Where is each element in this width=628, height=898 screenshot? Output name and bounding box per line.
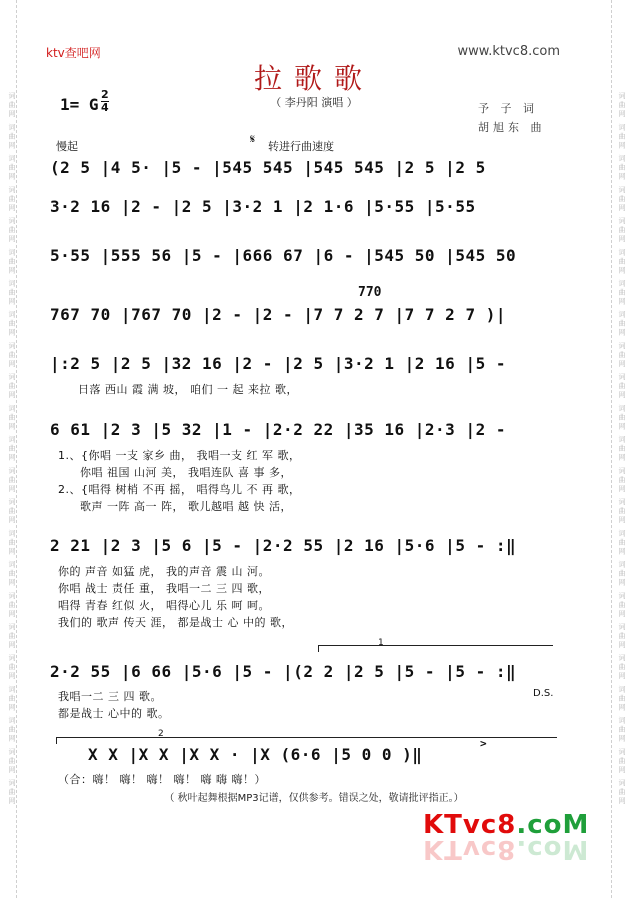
lyric-line-7d: 我们的 歌声 传天 涯， 都是战士 心 中的 歌，: [58, 616, 293, 629]
tempo-change: 转进行曲速度: [268, 140, 334, 153]
composer-credit: 胡旭东 曲: [478, 121, 546, 134]
lyric-line-6b: 你唱 祖国 山河 美， 我唱连队 喜 事 多，: [80, 466, 292, 479]
time-signature: [101, 89, 109, 114]
left-watermark-strip: 词曲网 词曲网 词曲网 词曲网 词曲网 词曲网 词曲网 词曲网 词曲网 词曲网 词曲网 词曲网 词曲网 词曲网 词曲网 词曲网 词曲网 词曲网 词曲网 词曲网 词曲网 词曲网 词曲网: [2, 0, 17, 898]
score-line-8: 2·2 55 |6 66 |5·6 |5 - |(2 2 |2 5 |5 - |5 - :‖: [50, 662, 517, 681]
logo-reflection-com: coM: [527, 834, 590, 864]
logo-reflection-k: KTvc8: [423, 834, 517, 864]
score-line-4-grace: 770: [358, 285, 382, 300]
logo-part-com: coM: [527, 810, 590, 840]
tempo-intro: 慢起: [56, 140, 78, 153]
lyric-line-8a: 我唱一二 三 四 歌。: [58, 690, 162, 703]
lyric-line-9: （合：嗨！ 嗨！ 嗨！ 嗨！ 嗨 嗨 嗨！）: [58, 773, 266, 786]
score-line-2: 3·2 16 |2 - |2 5 |3·2 1 |2 1·6 |5·55 |5·55: [50, 197, 476, 216]
volta-number-1: 1: [378, 638, 384, 648]
segno-sign: 𝄋: [250, 132, 256, 146]
site-url-right: www.ktvc8.com: [457, 44, 560, 59]
logo-reflection: [423, 834, 590, 864]
score-line-7: 2 21 |2 3 |5 6 |5 - |2·2 55 |2 16 |5·6 |5 - :‖: [50, 536, 517, 555]
lyric-line-7a: 你的 声音 如猛 虎， 我的声音 震 山 河。: [58, 565, 270, 578]
lyric-line-6c: 2.、{唱得 树梢 不再 摇， 唱得鸟儿 不 再 歌，: [58, 483, 301, 496]
time-signature-top: 2: [101, 88, 109, 101]
logo-part-ktvc8: KTvc8: [423, 810, 517, 840]
volta-bracket-1: [318, 645, 553, 652]
song-title: 拉歌歌: [253, 62, 374, 95]
lyric-line-5: 日落 西山 霞 满 坡， 咱们 一 起 来拉 歌，: [78, 383, 298, 396]
score-line-9: X X |X X |X X · |X (6·6 |5 0 0 )‖: [88, 745, 423, 764]
score-line-6: 6 61 |2 3 |5 32 |1 - |2·2 22 |35 16 |2·3 |2 -: [50, 420, 506, 439]
accent-mark: >: [480, 737, 487, 750]
transcription-note: （ 秋叶起舞根据MP3记谱，仅供参考。错误之处，敬请批评指正。）: [164, 793, 464, 804]
lyric-line-6d: 歌声 一阵 高一 阵， 歌儿越唱 越 快 活，: [80, 500, 292, 513]
logo-part-dot: .: [516, 810, 528, 840]
key-signature: 1= G: [60, 95, 99, 114]
score-line-4: 767 70 |767 70 |2 - |2 - |7 7 2 7 |7 7 2 7 )|: [50, 305, 506, 324]
time-signature-bottom: 4: [101, 101, 109, 114]
lyric-line-7c: 唱得 青春 红似 火， 唱得心儿 乐 呵 呵。: [58, 599, 270, 612]
ktvc8-logo: [423, 810, 590, 870]
score-line-1: (2 5 |4 5· |5 - |545 545 |545 545 |2 5 |2 5: [50, 158, 486, 177]
right-watermark-strip: 词曲网 词曲网 词曲网 词曲网 词曲网 词曲网 词曲网 词曲网 词曲网 词曲网 词曲网 词曲网 词曲网 词曲网 词曲网 词曲网 词曲网 词曲网 词曲网 词曲网 词曲网 词曲网 词曲网: [611, 0, 626, 898]
dal-segno-mark: D.S.: [533, 688, 554, 699]
performer: （ 李丹阳 演唱 ）: [270, 96, 358, 109]
score-line-5: |:2 5 |2 5 |32 16 |2 - |2 5 |3·2 1 |2 16 |5 -: [50, 354, 506, 373]
site-name-left: ktv查吧网: [46, 46, 101, 60]
lyric-line-7b: 你唱 战士 责任 重， 我唱一二 三 四 歌，: [58, 582, 270, 595]
volta-number-2: 2: [158, 729, 164, 739]
score-line-3: 5·55 |555 56 |5 - |666 67 |6 - |545 50 |545 50: [50, 246, 517, 265]
lyricist-credit: 予 子 词: [478, 102, 538, 115]
logo-reflection-dot: .: [516, 834, 528, 864]
lyric-line-6a: 1.、{你唱 一支 家乡 曲， 我唱一支 红 军 歌，: [58, 449, 301, 462]
lyric-line-8b: 都是战士 心中的 歌。: [58, 707, 170, 720]
